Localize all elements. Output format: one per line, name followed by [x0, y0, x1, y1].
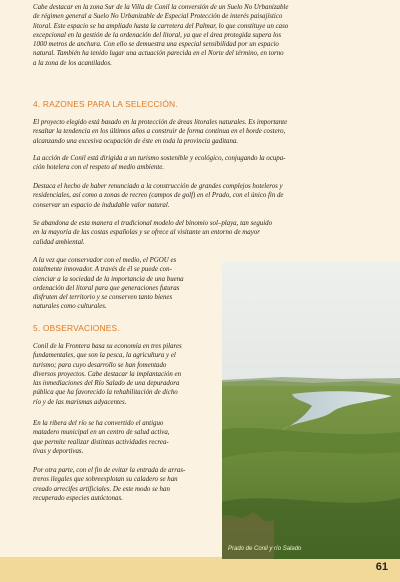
- text-line: residenciales, así como a zonas de recreo (campos de golf) en el Prado, con el único fin de: [33, 192, 284, 200]
- text-line: natural. También ha tenido lugar una actuación parecida en el Norte del término, en torno: [33, 50, 284, 58]
- text-line: El proyecto elegido está basado en la protección de áreas litorales naturales. Es importante: [33, 119, 288, 126]
- text-line: totalmente innovador. A través de él se puede con-: [33, 266, 172, 274]
- text-line: excepcional en la gestión de la ordenación del litoral, ya que el área protegida supera los: [33, 31, 282, 39]
- text-line: En la ribera del río se ha convertido el antiguo: [33, 420, 164, 427]
- paragraph-proyecto: [33, 118, 373, 146]
- text-line: conservar un espacio de indudable valor natural.: [33, 201, 170, 209]
- text-line: naturales como culturales.: [33, 303, 107, 311]
- text-line: alcanzando una excesiva ocupación de éste en toda la provincia gaditana.: [33, 137, 239, 145]
- text-line: Conil de la Frontera basa su economía en tres pilares: [33, 343, 182, 350]
- text-line: en la mayoría de las costas españolas y se ofrece al visitante un entorno de mayor: [33, 229, 260, 237]
- text-line: Se abandona de esta manera el tradicional modelo del binomio sol–playa, tan seguido: [33, 220, 273, 227]
- text-line: Destaca el hecho de haber renunciado a la construcción de grandes complejos hoteleros y: [33, 183, 283, 190]
- text-line: calidad ambiental.: [33, 238, 85, 246]
- text-line: litoral. Este espacio se ha ampliado hasta la carretera del Palmar, lo que constituye un caso: [33, 22, 289, 30]
- text-line: A la vez que conservador con el medio, el PGOU es: [33, 257, 177, 264]
- text-line: resaltar la tendencia en los últimos años a construir de forma continua en el borde costero,: [33, 128, 286, 136]
- text-line: 1000 metros de anchura. Con ello se demuestra una especial sensibilidad por un espacio: [33, 41, 279, 49]
- text-line: que permite realizar distintas actividades recrea-: [33, 438, 169, 446]
- text-line: diversos proyectos. Cabe destacar la implantación en: [33, 370, 182, 378]
- text-line: Cabe destacar en la zona Sur de la Villa de Conil la conversión de un Suelo No Urbanizable: [33, 4, 289, 11]
- paragraph-abandona: [33, 219, 373, 247]
- text-line: fundamentales, que son la pesca, la agricultura y el: [33, 352, 176, 360]
- text-line: turismo; para cuyo desarrollo se han fomentado: [33, 361, 167, 369]
- text-line: las inmediaciones del Río Salado de una depuradora: [33, 380, 180, 388]
- text-line: tivas y deportivas.: [33, 447, 84, 455]
- section-heading-observaciones: 5. OBSERVACIONES.: [33, 323, 120, 333]
- text-line: de régimen general a Suelo No Urbanizable de Especial Protección de interés paisajístico: [33, 13, 283, 21]
- text-line: a la zona de los acantilados.: [33, 59, 112, 67]
- text-line: río y de las marismas adyacentes.: [33, 398, 127, 406]
- text-line: creado arrecifes artificiales. De este modo se han: [33, 485, 170, 493]
- text-line: recuperado especies autóctonas.: [33, 494, 123, 502]
- paragraph-pgou: [33, 256, 217, 312]
- paragraph-economia: [33, 342, 217, 407]
- paragraph-arrecifes: [33, 466, 217, 503]
- landscape-photo-graphic: [222, 262, 400, 559]
- text-line: matadero municipal en un centro de salud activa,: [33, 429, 170, 437]
- paragraph-ribera: [33, 419, 217, 456]
- text-line: ción hotelera con el respeto al medio ambiente.: [33, 164, 165, 172]
- text-line: Por otra parte, con el fin de evitar la entrada de arras-: [33, 467, 186, 474]
- text-line: treros ilegales que sobreexplotan su caladero se han: [33, 476, 178, 484]
- photo-caption: Prado de Conil y río Salado: [228, 546, 302, 552]
- text-line: La acción de Conil está dirigida a un turismo sostenible y ecológico, conjugando la ocupa-: [33, 155, 286, 162]
- text-line: ordenación del litoral para que generaciones futuras: [33, 284, 180, 292]
- intro-paragraph: [33, 3, 373, 68]
- page-number: 61: [375, 561, 388, 573]
- section-heading-razones: 4. RAZONES PARA LA SELECCIÓN.: [33, 99, 178, 109]
- text-line: disfruten del territorio y se conserven tanto bienes: [33, 294, 173, 302]
- paragraph-accion: [33, 154, 373, 173]
- paragraph-destaca: [33, 182, 373, 210]
- footer-strip: [0, 557, 400, 582]
- landscape-photo: [222, 262, 400, 559]
- text-line: pública que ha favorecido la rehabilitación de dicho: [33, 389, 178, 397]
- text-line: cienciar a la sociedad de la importancia de una buena: [33, 275, 184, 283]
